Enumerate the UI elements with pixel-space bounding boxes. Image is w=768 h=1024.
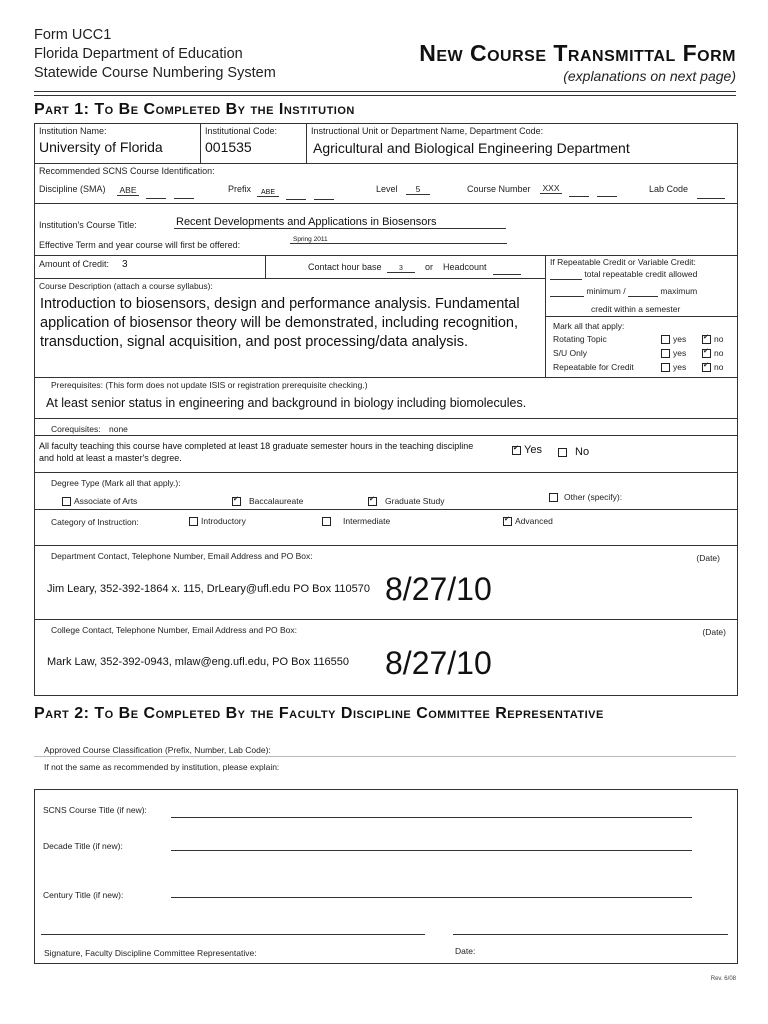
total-repeat-row[interactable]	[550, 269, 697, 280]
contact-hour-field[interactable]	[387, 257, 415, 275]
college-date-value[interactable]: 8/27/10	[385, 645, 492, 681]
category-intro-option[interactable]	[189, 516, 246, 526]
row-divider	[34, 472, 737, 473]
dept-date-value[interactable]: 8/27/10	[385, 571, 492, 607]
date-field[interactable]	[453, 934, 728, 935]
faculty-no-label: No	[575, 446, 590, 458]
discipline-field[interactable]	[117, 180, 194, 199]
checkbox-icon	[661, 349, 670, 358]
flag-repeatable-label: Repeatable for Credit	[553, 362, 634, 372]
institution-name-label: Institution Name:	[39, 126, 107, 136]
checkbox-icon	[661, 335, 670, 344]
blank-line	[628, 289, 658, 297]
total-repeat-label: total repeatable credit allowed	[584, 269, 698, 279]
faculty-yes-option[interactable]	[512, 444, 542, 456]
college-contact-value[interactable]: Mark Law, 352-392-0943, mlaw@eng.ufl.edu, PO Box 116550	[47, 656, 350, 668]
prefix-value: ABE	[257, 189, 279, 197]
headcount-field[interactable]	[493, 259, 521, 277]
degree-aa-option[interactable]	[62, 496, 137, 506]
checkbox-icon	[62, 497, 71, 506]
scns-title-field[interactable]	[171, 817, 692, 818]
coreq-row	[51, 424, 128, 434]
checkbox-icon	[189, 517, 198, 526]
minimum-label: minimum /	[586, 286, 626, 296]
century-label: Century Title (if new):	[43, 890, 124, 900]
faculty-yes-label: Yes	[524, 444, 542, 456]
level-field[interactable]	[406, 179, 430, 197]
institution-name-value[interactable]: University of Florida	[39, 139, 163, 155]
yes-label: yes	[673, 334, 687, 344]
mark-all-label: Mark all that apply:	[553, 321, 625, 331]
checked-checkbox-icon	[512, 446, 521, 455]
blank-line	[146, 180, 166, 199]
form-subtitle: (explanations on next page)	[563, 68, 736, 84]
header-divider	[34, 91, 736, 96]
part2-box	[34, 789, 738, 964]
min-max-row[interactable]	[550, 286, 697, 297]
approved-label: Approved Course Classification (Prefix, Number, Lab Code):	[44, 745, 271, 755]
checked-checkbox-icon	[702, 335, 711, 344]
checkbox-icon	[558, 448, 567, 457]
row-divider	[34, 545, 737, 546]
faculty-no-option[interactable]	[558, 446, 589, 458]
no-label: no	[714, 348, 724, 358]
part2-date-label: Date:	[455, 946, 476, 956]
course-title-label: Institution's Course Title:	[39, 220, 137, 230]
row-divider	[34, 435, 737, 436]
college-contact-label: College Contact, Telephone Number, Email Address and PO Box:	[51, 625, 298, 635]
blank-line	[174, 180, 194, 199]
yes-label: yes	[673, 362, 687, 372]
level-label: Level	[376, 184, 398, 194]
discipline-value: ABE	[117, 185, 139, 196]
headcount-label: Headcount	[443, 262, 487, 272]
checked-checkbox-icon	[702, 363, 711, 372]
prereq-value[interactable]: At least senior status in engineering and background in biology including biomolecules.	[46, 396, 527, 410]
degree-label: Degree Type (Mark all that apply.):	[51, 478, 181, 488]
effective-value[interactable]: Spring 2011	[290, 236, 507, 244]
no-label: no	[714, 334, 724, 344]
explain-label: If not the same as recommended by institution, please explain:	[44, 762, 280, 772]
institutional-code-value[interactable]: 001535	[205, 139, 252, 155]
credit-value[interactable]: 3	[122, 259, 128, 270]
dept-date-label: (Date)	[696, 553, 720, 563]
system-name: Statewide Course Numbering System	[34, 65, 276, 81]
col-divider	[306, 123, 307, 163]
row-divider	[34, 509, 737, 510]
category-adv-label: Advanced	[515, 516, 553, 526]
contact-hour-label: Contact hour base	[308, 262, 382, 272]
blank-line	[286, 181, 306, 200]
no-label: no	[714, 362, 724, 372]
agency-name: Florida Department of Education	[34, 46, 243, 62]
prefix-field[interactable]	[257, 181, 334, 200]
row-divider	[34, 756, 736, 757]
flag-rotating-no[interactable]	[702, 334, 723, 344]
row-divider	[34, 418, 737, 419]
row-divider	[34, 255, 737, 256]
college-date-label: (Date)	[702, 627, 726, 637]
blank-line	[569, 178, 589, 197]
flag-su-label: S/U Only	[553, 348, 588, 358]
dept-contact-label: Department Contact, Telephone Number, Email Address and PO Box:	[51, 551, 313, 561]
degree-bacc-option[interactable]	[232, 496, 303, 506]
degree-grad-label: Graduate Study	[385, 496, 445, 506]
course-title-value[interactable]: Recent Developments and Applications in Biosensors	[174, 216, 506, 229]
flag-rotating-yes[interactable]	[661, 334, 686, 344]
row-divider	[34, 163, 737, 164]
checkbox-icon	[322, 517, 331, 526]
category-adv-option[interactable]	[503, 516, 553, 526]
col-divider	[200, 123, 201, 163]
row-divider	[34, 203, 737, 204]
form-title: New Course Transmittal Form	[419, 40, 736, 66]
lab-code-field[interactable]	[697, 180, 725, 199]
signature-field[interactable]	[41, 934, 425, 935]
checkbox-icon	[661, 363, 670, 372]
or-label: or	[425, 262, 434, 272]
faculty-statement: All faculty teaching this course have completed at least 18 graduate semester hours in the teaching discipline and hold at least a master's degree.	[39, 441, 474, 463]
yes-label: yes	[673, 348, 687, 358]
flag-su-no[interactable]	[702, 348, 723, 358]
category-intro-label: Introductory	[201, 516, 246, 526]
description-value[interactable]: Introduction to biosensors, design and performance analysis. Fundamental application of biosensor theory will be demonstrated, including recognition, transduction, signal acquisition, and post processing/data analysis.	[40, 296, 520, 350]
blank-line	[314, 181, 334, 200]
decade-field[interactable]	[171, 850, 692, 851]
institutional-code-label: Institutional Code:	[205, 126, 278, 136]
decade-label: Decade Title (if new):	[43, 841, 123, 851]
discipline-label: Discipline (SMA)	[39, 184, 106, 194]
scns-label: Recommended SCNS Course Identification:	[39, 166, 215, 176]
signature-label: Signature, Faculty Discipline Committee Representative:	[44, 948, 257, 958]
degree-grad-option[interactable]	[368, 496, 445, 506]
dept-contact-value[interactable]: Jim Leary, 352-392-1864 x. 115, DrLeary@ufl.edu PO Box 110570	[47, 583, 371, 595]
flag-su-yes[interactable]	[661, 348, 686, 358]
maximum-label: maximum	[660, 286, 698, 296]
category-inter-label: Intermediate	[343, 516, 391, 526]
checkbox-icon	[549, 493, 558, 502]
credit-semester-label: credit within a semester	[591, 304, 681, 314]
course-number-label: Course Number	[467, 184, 531, 194]
revision-note: Rev. 6/08	[710, 976, 736, 982]
degree-other-label: Other (specify):	[564, 492, 623, 502]
degree-other-option[interactable]	[549, 492, 622, 502]
lab-code-label: Lab Code	[649, 184, 689, 194]
part2-heading: Part 2: To Be Completed By the Faculty Discipline Committee Representative	[34, 705, 604, 722]
category-label: Category of Instruction:	[51, 517, 139, 527]
description-label: Course Description (attach a course syllabus):	[39, 281, 213, 291]
form-header-left	[34, 26, 276, 83]
col-divider	[265, 255, 266, 278]
row-divider	[34, 278, 545, 279]
row-divider	[34, 377, 737, 378]
flag-repeatable-no[interactable]	[702, 362, 723, 372]
blank-line	[550, 289, 584, 297]
effective-label: Effective Term and year course will first be offered:	[39, 240, 241, 250]
credit-label: Amount of Credit:	[39, 259, 110, 269]
blank-line	[597, 178, 617, 197]
course-number-field[interactable]	[540, 178, 617, 197]
category-inter-option[interactable]	[322, 516, 390, 526]
flag-repeatable-yes[interactable]	[661, 362, 686, 372]
checked-checkbox-icon	[368, 497, 377, 506]
century-field[interactable]	[171, 897, 692, 898]
row-divider	[34, 619, 737, 620]
part1-heading: Part 1: To Be Completed By the Institution	[34, 101, 355, 118]
prefix-label: Prefix	[228, 184, 252, 194]
unit-value[interactable]: Agricultural and Biological Engineering Department	[313, 140, 630, 156]
degree-aa-label: Associate of Arts	[74, 496, 138, 506]
coreq-value[interactable]: none	[108, 424, 128, 434]
flag-rotating-label: Rotating Topic	[553, 334, 607, 344]
unit-label: Instructional Unit or Department Name, Department Code:	[311, 126, 544, 136]
scns-title-label: SCNS Course Title (if new):	[43, 805, 147, 815]
course-number-value: XXX	[540, 183, 562, 194]
blank-line	[697, 180, 725, 199]
blank-line	[493, 267, 521, 275]
contact-hour-value: 3	[387, 265, 415, 273]
degree-bacc-label: Baccalaureate	[249, 496, 304, 506]
checked-checkbox-icon	[702, 349, 711, 358]
form-id: Form UCC1	[34, 27, 112, 43]
coreq-label: Corequisites:	[51, 424, 101, 434]
checked-checkbox-icon	[232, 497, 241, 506]
checked-checkbox-icon	[503, 517, 512, 526]
level-value: 5	[406, 184, 430, 195]
blank-line	[550, 272, 582, 280]
repeatable-label: If Repeatable Credit or Variable Credit:	[550, 257, 696, 267]
prereq-label: Prerequisites: (This form does not update ISIS or registration prerequisite checking.)	[51, 380, 368, 390]
row-divider	[545, 316, 737, 317]
